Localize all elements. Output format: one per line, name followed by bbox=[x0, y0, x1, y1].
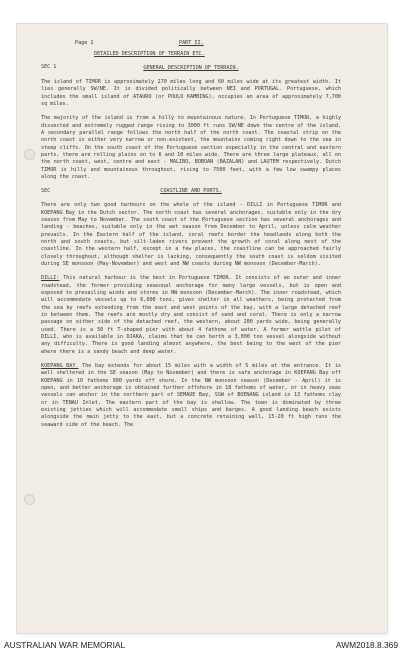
section-heading: GENERAL DESCRIPTION OF TERRAIN. bbox=[143, 64, 239, 71]
paragraph: There are only two good harbours on the whole of the island - DILLI in Portuguese TIMOR and KOEPANG Bay in the Dutch sector. The north coast has several anchorages, suitable only in the dry season from May to November. The south coast of the Portuguese section has several anchorages and landing - beaches, suitable only in the wet season from December to April, unless calm weather prevails. In the Eastern half of the island, coral reefs border the headlands along both the north and south coasts, but silt-laden rivers prevent the growth of coral along most of the coastline. In the western half, except in a few places, the coastline can be approached fairly closely throughout, although shelter is lacking, consequently the south coast is seldom visited during SE monsoon (May-November) and west and NW coasts during NW monsoon (December-March). bbox=[41, 202, 341, 267]
paragraph-koepang bbox=[41, 363, 341, 429]
paragraph-lead: KOEPANG BAY. bbox=[41, 363, 79, 370]
section-label: SEC 1 bbox=[41, 64, 57, 71]
punch-hole bbox=[24, 149, 35, 160]
paragraph-dilli bbox=[41, 275, 341, 356]
archive-reference: AWM2018.8.369 bbox=[335, 640, 398, 650]
paragraph-text: The bay extends for about 15 miles with a width of 5 miles at the entrance. It is well sheltered in the SE season (May to November) and there is safe anchorage in KOEPANG Bay off KOEPANG in 10 fathoms 900 yards off shore. In the NW monsoon season (December - April) it is open, and better anchorage is obtained further offshore in 18 fathoms of water, or in heavy seas vessels can anchor in the northern part of SEMAUE Bay, SSW of BOENANG island in 13 fathoms clay or in TENAU Inlet. The eastern part of the bay is shallow. The town is dominated by three existing jetties which will accommodate small ships and barges. A good landing beach exists alongside the main jetty to the east, but a concrete retaining wall, 15-20 ft high runs the seaward side of the beach. The bbox=[41, 363, 341, 428]
punch-hole bbox=[24, 494, 35, 505]
paragraph-text: This natural harbour is the best in Portuguese TIMOR. It consists of an outer and inner roadstead, the former providing seasonal anchorage for many large vessels, but is open and exposed to prevailing winds and storms in NW monsoon (December-March). The inner roadstead, which will accommodate vessels up to 6,000 tons, gives shelter in all weathers, being protected from the sea by reefs extending from the east and west points of the bay, with a large detached reef in between them. The reefs are mostly dry and consist of sand and coral. There is only a narrow passage on either side of the detached reef, the western, about 200 yards wide, being generally used. There is a 50 ft T-shaped pier with about 4 fathoms of water. A former wattle pilot of DILLI, who is available in DJAKA, claims that he can berth a 3,000 ton vessel alongside without any difficulty. There is good landing almost anywhere, the best being to the west of the pier where there is a sandy beach and deep water. bbox=[41, 275, 341, 355]
part-label: PART II. bbox=[179, 40, 204, 46]
paragraph: The majority of the island is from a hilly to mountainous nature. In Portuguese TIMOR, a highly dissected and extremely rugged range rising to 3000 ft runs SW/NE down the centre of the island. A secondary parallel range follows the north half of the north coast. The coastal strip on the north coast is either very narrow or non-existent, the mountains coming right down to the sea in steep cliffs. On the south coast of the Portuguese section especially in the central and eastern parts, there are rolling plains on to 6 and 10 miles wide. There are three large plateaux, all on the north coast, west, centre and east - MALIBO, BOBOAN (BAZALAN) and LAUTEM respectively. Dutch TIMOR is hilly and mountainous throughout, rising to 7500 feet, with a few low swampy places along the coast. bbox=[41, 115, 341, 181]
archive-footer bbox=[0, 638, 404, 653]
section-label: SEC bbox=[41, 187, 51, 194]
page-header bbox=[41, 40, 341, 50]
paragraph-lead: DILLI: bbox=[41, 275, 60, 282]
section-2 bbox=[41, 188, 341, 430]
paragraph: The island of TIMOR is approximately 270 miles long and 60 miles wide at its greatest width. It lies generally SW/NE. It is divided politically between NEI and PORTUGAL. Portuguese, which includes the small island of ATAURO (or POULO KAMBING), occupies an area of approximately 7,700 sq miles. bbox=[41, 79, 341, 108]
page-number: Page 1 bbox=[75, 40, 94, 46]
document-body bbox=[41, 40, 341, 429]
section-1 bbox=[41, 64, 341, 181]
archive-name: AUSTRALIAN WAR MEMORIAL bbox=[4, 640, 126, 650]
document-title: DETAILED DESCRIPTION OF TERRAIN ETC. bbox=[94, 51, 205, 57]
section-heading: COASTLINE AND PORTS. bbox=[160, 187, 222, 194]
